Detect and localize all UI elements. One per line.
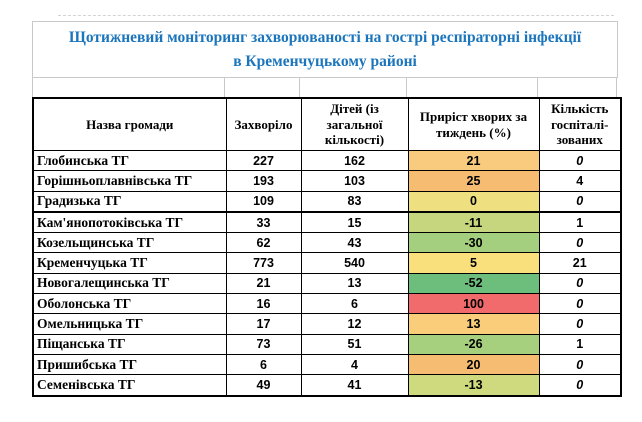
weekly-growth-cell: -26 <box>408 334 539 354</box>
table-row <box>33 273 621 293</box>
spacer-divider <box>224 78 225 97</box>
hospitalized-count-cell: 0 <box>539 314 621 334</box>
sick-count-cell: 227 <box>226 151 301 171</box>
children-count-cell: 4 <box>301 354 408 374</box>
community-name-cell: Кам'янопотоківська ТГ <box>33 212 226 233</box>
sick-count-cell: 109 <box>226 191 301 212</box>
sick-count-cell: 193 <box>226 171 301 191</box>
sick-count-cell: 773 <box>226 253 301 273</box>
hospitalized-count-cell: 21 <box>539 253 621 273</box>
weekly-growth-cell: 0 <box>408 191 539 212</box>
table-row <box>33 375 621 396</box>
column-header-children: Дітей (із загальної кількості) <box>301 98 408 151</box>
children-count-cell: 15 <box>301 212 408 233</box>
sick-count-cell: 21 <box>226 273 301 293</box>
hospitalized-count-cell: 0 <box>539 354 621 374</box>
table-row <box>33 233 621 253</box>
children-count-cell: 43 <box>301 233 408 253</box>
community-name-cell: Градизька ТГ <box>33 191 226 212</box>
community-name-cell: Глобинська ТГ <box>33 151 226 171</box>
hospitalized-count-cell: 0 <box>539 151 621 171</box>
report-title-box <box>32 21 618 78</box>
hospitalized-count-cell: 0 <box>539 273 621 293</box>
spacer-divider <box>299 78 300 97</box>
children-count-cell: 540 <box>301 253 408 273</box>
sick-count-cell: 33 <box>226 212 301 233</box>
hospitalized-count-cell: 1 <box>539 212 621 233</box>
children-count-cell: 41 <box>301 375 408 396</box>
weekly-growth-cell: 20 <box>408 354 539 374</box>
weekly-growth-cell: -11 <box>408 212 539 233</box>
hospitalized-count-cell: 1 <box>539 334 621 354</box>
weekly-growth-cell: 25 <box>408 171 539 191</box>
weekly-growth-cell: 21 <box>408 151 539 171</box>
table-row <box>33 151 621 171</box>
sick-count-cell: 17 <box>226 314 301 334</box>
hospitalized-count-cell: 0 <box>539 375 621 396</box>
children-count-cell: 162 <box>301 151 408 171</box>
table-row <box>33 314 621 334</box>
children-count-cell: 51 <box>301 334 408 354</box>
column-header-hospitalized: Кількість госпіталі-зованих <box>539 98 621 151</box>
weekly-growth-cell: 100 <box>408 294 539 314</box>
spreadsheet-gridline-artifact <box>58 15 614 16</box>
column-header-community: Назва громади <box>33 98 226 151</box>
table-row <box>33 191 621 212</box>
community-name-cell: Пришибська ТГ <box>33 354 226 374</box>
report-title-line-2: в Кременчуцькому районі <box>233 52 417 70</box>
community-name-cell: Новогалещинська ТГ <box>33 273 226 293</box>
hospitalized-count-cell: 0 <box>539 233 621 253</box>
sick-count-cell: 6 <box>226 354 301 374</box>
children-count-cell: 12 <box>301 314 408 334</box>
community-name-cell: Омельницька ТГ <box>33 314 226 334</box>
spacer-divider <box>32 78 33 97</box>
table-body <box>33 151 621 396</box>
column-header-growth: Приріст хворих за тиждень (%) <box>408 98 539 151</box>
table-row <box>33 212 621 233</box>
spacer-divider <box>537 78 538 97</box>
community-name-cell: Семенівська ТГ <box>33 375 226 396</box>
table-row <box>33 253 621 273</box>
sick-count-cell: 16 <box>226 294 301 314</box>
spacer-divider <box>616 78 617 97</box>
sick-count-cell: 49 <box>226 375 301 396</box>
hospitalized-count-cell: 4 <box>539 171 621 191</box>
table-row <box>33 294 621 314</box>
table-row <box>33 334 621 354</box>
sick-count-cell: 62 <box>226 233 301 253</box>
table-row <box>33 171 621 191</box>
children-count-cell: 13 <box>301 273 408 293</box>
weekly-growth-cell: -30 <box>408 233 539 253</box>
hospitalized-count-cell: 0 <box>539 191 621 212</box>
weekly-growth-cell: -13 <box>408 375 539 396</box>
weekly-growth-cell: -52 <box>408 273 539 293</box>
hospitalized-count-cell: 0 <box>539 294 621 314</box>
column-header-sick: Захворіло <box>226 98 301 151</box>
children-count-cell: 6 <box>301 294 408 314</box>
table-row <box>33 354 621 374</box>
spacer-divider <box>406 78 407 97</box>
community-name-cell: Кременчуцька ТГ <box>33 253 226 273</box>
children-count-cell: 103 <box>301 171 408 191</box>
report-title-line-1: Щотижневий моніторинг захворюваності на гострі респіраторні інфекції <box>68 28 582 46</box>
community-name-cell: Піщанська ТГ <box>33 334 226 354</box>
community-name-cell: Козельщинська ТГ <box>33 233 226 253</box>
monitoring-table <box>32 97 622 397</box>
weekly-growth-cell: 5 <box>408 253 539 273</box>
community-name-cell: Оболонська ТГ <box>33 294 226 314</box>
community-name-cell: Горішньоплавнівська ТГ <box>33 171 226 191</box>
children-count-cell: 83 <box>301 191 408 212</box>
weekly-growth-cell: 13 <box>408 314 539 334</box>
table-header-row <box>33 98 621 151</box>
sick-count-cell: 73 <box>226 334 301 354</box>
